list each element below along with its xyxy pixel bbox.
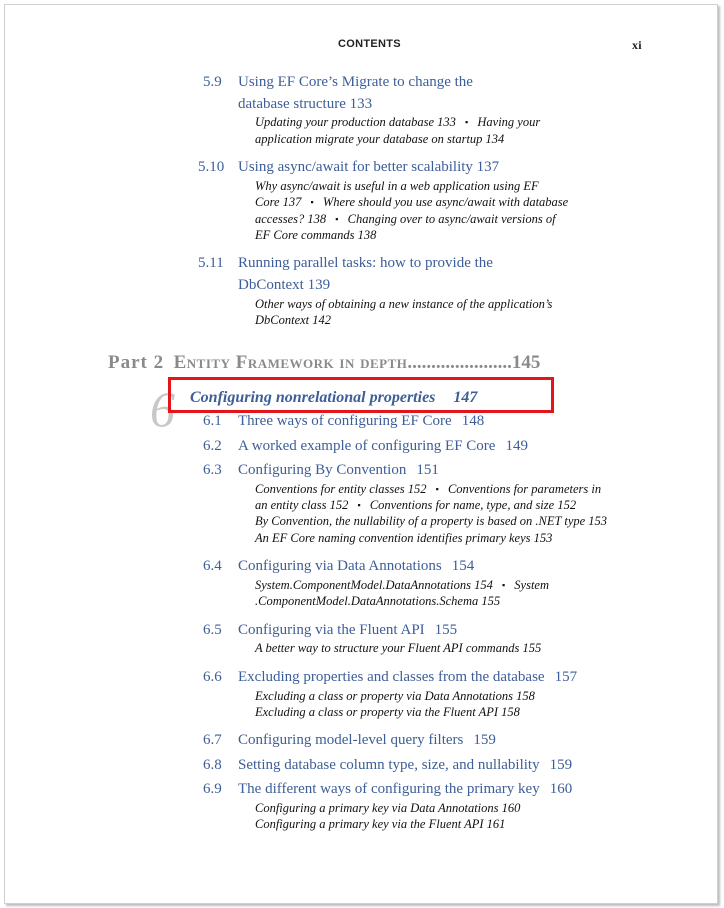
section-title[interactable]: Configuring via Data Annotations 154 [238,558,475,574]
bullet-separator: ▪ [501,580,506,590]
subsection-line: an entity class 152 ▪ Conventions for name, type, and size 152 [255,498,577,512]
part-page: 145 [511,352,541,373]
section-title-cont[interactable]: database structure 133 [238,96,373,112]
subsection-line: Other ways of obtaining a new instance of the application’s [255,297,553,311]
bullet-separator: ▪ [310,197,314,207]
section-title[interactable]: Using EF Core’s Migrate to change the [238,74,473,90]
section-number: 6.3 [203,462,222,478]
subsection-line: Core 137 ▪ Where should you use async/await with database [255,195,569,209]
section-title[interactable]: Using async/await for better scalability 137 [238,159,500,175]
section-title[interactable]: Configuring model-level query filters 159 [238,732,496,748]
subsection-line: DbContext 142 [255,313,332,327]
subsection-line: Excluding a class or property via Data Annotations 158 [255,689,535,703]
section-title[interactable]: Three ways of configuring EF Core 148 [238,413,485,429]
chapter-number: 6 [150,381,175,437]
part-leader-dots: ...................... [407,352,512,373]
subsection-line: System.ComponentModel.DataAnnotations 154 ▪ System [255,578,549,592]
chapter-title-text: Configuring nonrelational properties [190,389,436,406]
section-number: 5.9 [203,74,222,90]
subsection-line: application migrate your database on startup 134 [255,132,505,146]
section-number: 6.7 [203,732,222,748]
section-title[interactable]: Excluding properties and classes from the database 157 [238,669,578,685]
bullet-separator: ▪ [335,214,339,224]
section-number: 6.6 [203,669,222,685]
section-title-cont[interactable]: DbContext 139 [238,277,331,293]
subsection-line: Configuring a primary key via Data Annotations 160 [255,801,521,815]
subsection-line: Excluding a class or property via the Fluent API 158 [255,705,520,719]
section-number: 6.4 [203,558,222,574]
bullet-separator: ▪ [357,500,361,510]
subsection-line: EF Core commands 138 [255,228,377,242]
part-label: Part 2 [108,352,165,373]
section-number: 5.10 [198,159,225,175]
subsection-line: Updating your production database 133 ▪ Having your [255,115,541,129]
section-number: 5.11 [198,255,224,271]
section-number: 6.2 [203,438,222,454]
subsection-line: .ComponentModel.DataAnnotations.Schema 155 [255,594,501,608]
subsection-line: An EF Core naming convention identifies primary keys 153 [255,531,553,545]
bullet-separator: ▪ [465,117,469,127]
running-header-page-number: xi [632,38,642,52]
section-title[interactable]: The different ways of configuring the primary key 160 [238,781,573,797]
section-number: 6.1 [203,413,222,429]
section-title[interactable]: Setting database column type, size, and nullability 159 [238,757,573,773]
chapter-title[interactable] [190,389,477,407]
section-title[interactable]: Configuring By Convention 151 [238,462,439,478]
bullet-separator: ▪ [435,484,439,494]
chapter-page: 147 [453,389,478,406]
subsection-line: A better way to structure your Fluent API commands 155 [255,641,542,655]
section-title[interactable]: A worked example of configuring EF Core 149 [238,438,528,454]
subsection-line: Conventions for entity classes 152 ▪ Conventions for parameters in [255,482,602,496]
section-title[interactable]: Running parallel tasks: how to provide the [238,255,493,271]
section-number: 6.9 [203,781,222,797]
running-header-title: CONTENTS [338,38,401,50]
subsection-line: By Convention, the nullability of a property is based on .NET type 153 [255,514,608,528]
subsection-line: accesses? 138 ▪ Changing over to async/await versions of [255,212,556,226]
subsection-line: Why async/await is useful in a web application using EF [255,179,539,193]
subsection-line: Configuring a primary key via the Fluent API 161 [255,817,506,831]
section-number: 6.8 [203,757,222,773]
part-title: Entity Framework in depth [173,352,408,373]
part-heading[interactable] [108,352,644,374]
section-number: 6.5 [203,622,222,638]
section-title[interactable]: Configuring via the Fluent API 155 [238,622,458,638]
